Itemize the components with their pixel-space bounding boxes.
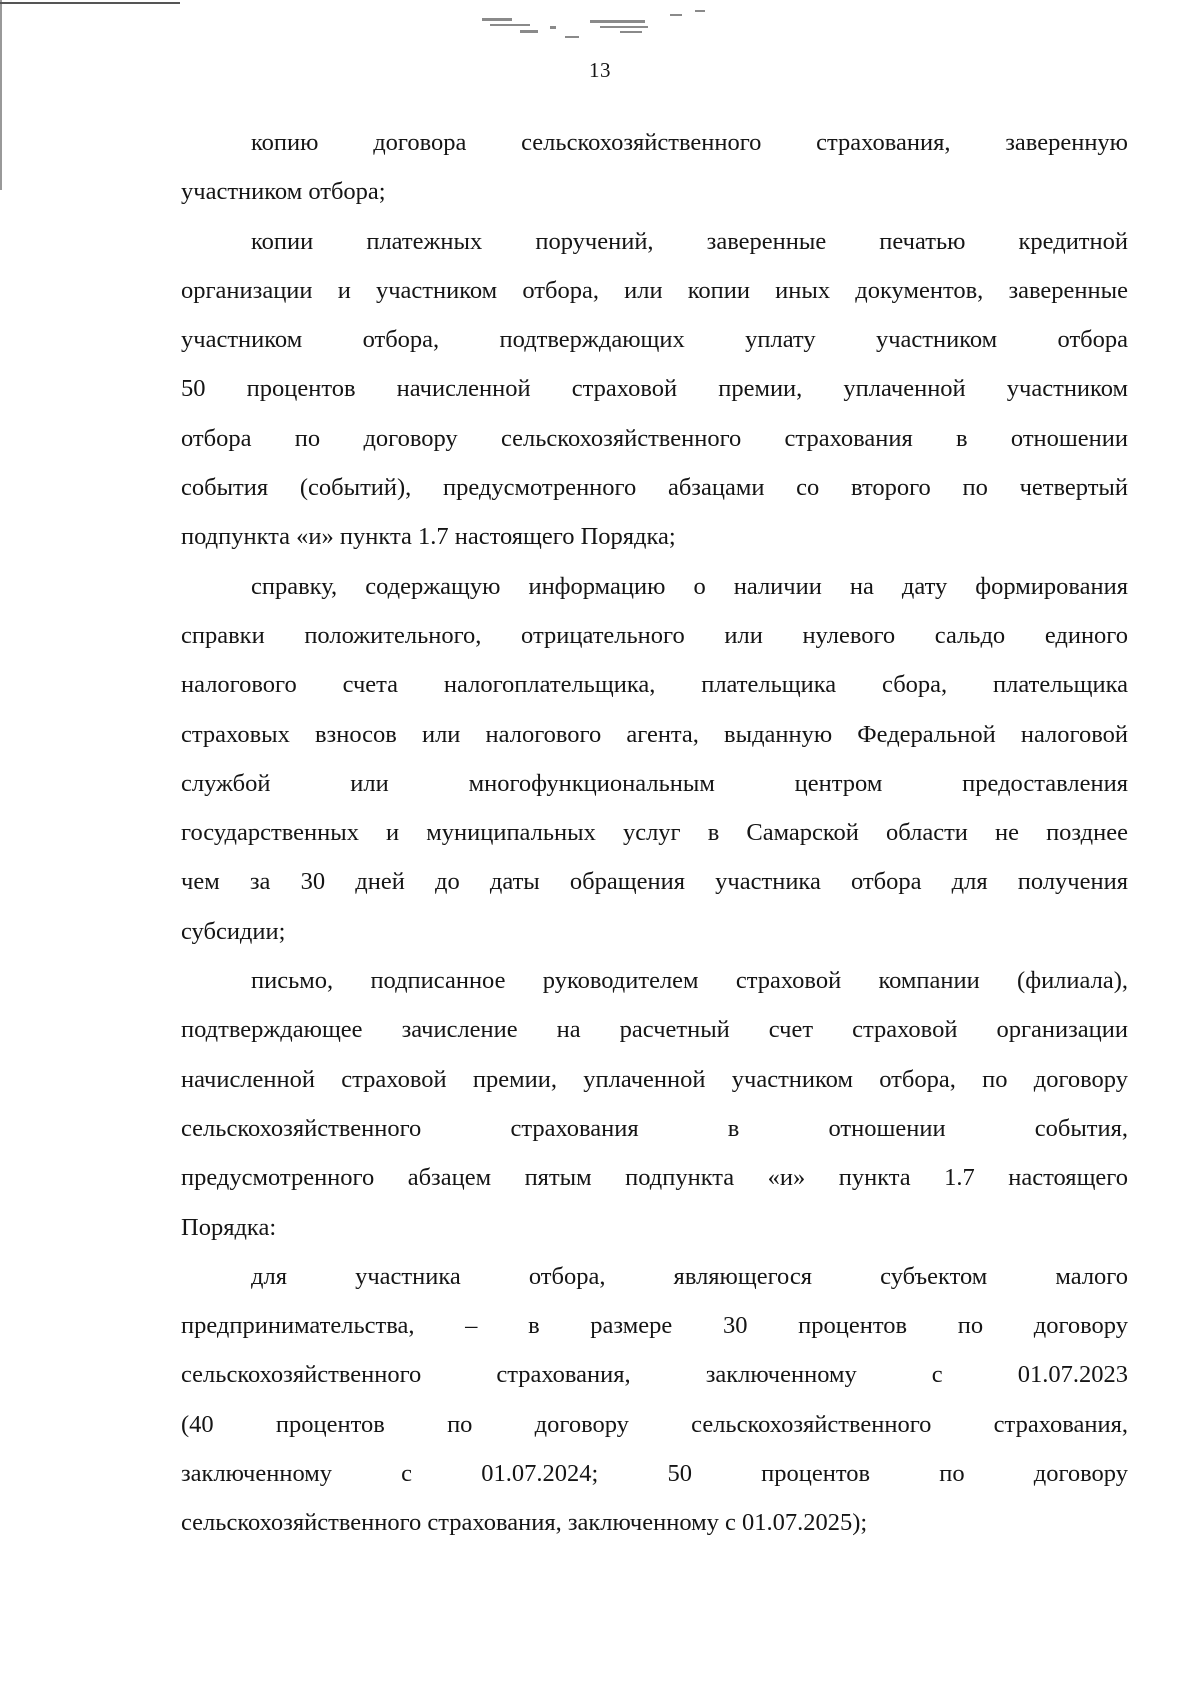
- text-line: предпринимательства, – в размере 30 процентов по договору: [181, 1312, 1128, 1340]
- text-line: 50 процентов начисленной страховой премии, уплаченной участником: [181, 375, 1128, 403]
- text-line: подтверждающее зачисление на расчетный счет страховой организации: [181, 1016, 1128, 1044]
- text-line: участником отбора, подтверждающих уплату участником отбора: [181, 326, 1128, 354]
- text-line: сельскохозяйственного страхования, заключенному с 01.07.2023: [181, 1361, 1128, 1389]
- text-line: сельскохозяйственного страхования, заключенному с 01.07.2025);: [181, 1509, 868, 1537]
- text-line: справки положительного, отрицательного или нулевого сальдо единого: [181, 621, 1128, 649]
- text-line: организации и участником отбора, или копии иных документов, заверенные: [181, 276, 1128, 304]
- text-line: службой или многофункциональным центром предоставления: [181, 769, 1128, 797]
- text-line: начисленной страховой премии, уплаченной участником отбора, по договору: [181, 1065, 1128, 1093]
- text-line: письмо, подписанное руководителем страховой компании (филиала),: [251, 967, 1128, 995]
- left-scan-edge: [0, 0, 2, 190]
- text-line: государственных и муниципальных услуг в Самарской области не позднее: [181, 819, 1128, 847]
- text-line: заключенному с 01.07.2024; 50 процентов по договору: [181, 1460, 1128, 1488]
- text-line: участником отбора;: [181, 178, 386, 206]
- top-left-scan-line: [0, 2, 180, 4]
- paragraph-insurer-letter: [181, 956, 1128, 1252]
- scan-noise-mark: [470, 8, 740, 48]
- paragraph-small-business-rates: [181, 1252, 1128, 1548]
- paragraph-tax-balance-certificate: [181, 562, 1128, 956]
- text-line: подпункта «и» пункта 1.7 настоящего Порядка;: [181, 523, 676, 551]
- paragraph-insurance-contract-copy: [181, 118, 1128, 217]
- text-line: для участника отбора, являющегося субъектом малого: [251, 1262, 1128, 1290]
- text-line: страховых взносов или налогового агента, выданную Федеральной налоговой: [181, 720, 1128, 748]
- paragraph-payment-orders: [181, 217, 1128, 562]
- text-line: копию договора сельскохозяйственного страхования, заверенную: [251, 129, 1128, 156]
- text-line: копии платежных поручений, заверенные печатью кредитной: [251, 227, 1128, 255]
- text-line: (40 процентов по договору сельскохозяйственного страхования,: [181, 1410, 1128, 1438]
- text-line: события (событий), предусмотренного абзацами со второго по четвертый: [181, 474, 1128, 502]
- text-line: отбора по договору сельскохозяйственного страхования в отношении: [181, 424, 1128, 452]
- document-body: [181, 118, 1128, 1548]
- text-line: субсидии;: [181, 917, 286, 945]
- text-line: налогового счета налогоплательщика, плательщика сбора, плательщика: [181, 671, 1128, 699]
- text-line: предусмотренного абзацем пятым подпункта «и» пункта 1.7 настоящего: [181, 1164, 1128, 1192]
- page-number: 13: [589, 58, 611, 82]
- text-line: сельскохозяйственного страхования в отношении события,: [181, 1114, 1128, 1142]
- text-line: чем за 30 дней до даты обращения участника отбора для получения: [181, 868, 1128, 896]
- text-line: справку, содержащую информацию о наличии на дату формирования: [251, 572, 1128, 600]
- text-line: Порядка:: [181, 1213, 277, 1241]
